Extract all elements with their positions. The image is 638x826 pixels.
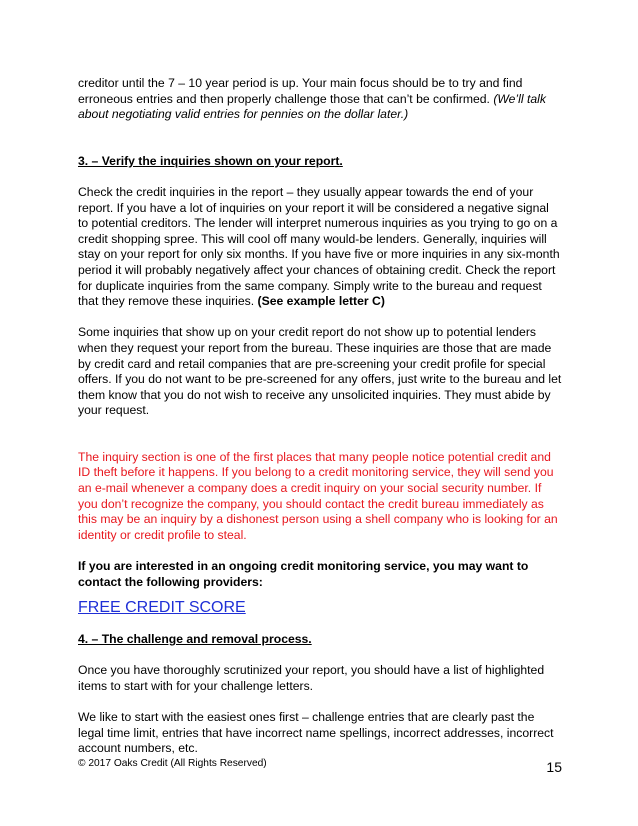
section-3-p1-text: Check the credit inquiries in the report – they usually appear towards the end of your report. If you have a lot of inquiries on your report it will be considered a negative signal to potential creditors. The lender will interpret numerous inquiries as you trying to go on a credit shopping spree. This will cool off many would-be lenders. Generally, inquiries will stay on your report for only six months. If you have five or more inquiries in any six-month period it will probably negatively affect your chances of obtaining credit. Check the report for duplicate inquiries from the same company. Simply write to the bureau and request that they remove these inquiries. bbox=[78, 184, 560, 309]
section-3-paragraph-1 bbox=[78, 185, 562, 310]
section-4-paragraph-2: We like to start with the easiest ones first – challenge entries that are clearly past the legal time limit, entries that have incorrect name spellings, incorrect addresses, incorrect account numbers, etc. bbox=[78, 710, 554, 756]
section-3-heading: 3. – Verify the inquiries shown on your report. bbox=[78, 153, 343, 168]
section-3-p1-bold: (See example letter C) bbox=[257, 294, 385, 309]
intro-paragraph bbox=[78, 76, 562, 123]
page-number: 15 bbox=[546, 759, 562, 775]
section-4-paragraph-1: Once you have thoroughly scrutinized your report, you should have a list of highlighted items to start with for your challenge letters. bbox=[78, 663, 545, 693]
section-3-monitoring-paragraph: If you are interested in an ongoing credit monitoring service, you may want to contact the following providers: bbox=[78, 559, 529, 589]
section-4-heading: 4. – The challenge and removal process. bbox=[78, 632, 312, 647]
section-3-warning-paragraph: The inquiry section is one of the first places that many people notice potential credit and ID theft before it happens. If you belong to a credit monitoring service, they will send you an e-mail whenever a company does a credit inquiry on your social security number. If you don’t recognize the company, you should contact the credit bureau immediately as this may be an inquiry by a dishonest person using a shell company who is looking for an identity or credit profile to steal. bbox=[78, 449, 558, 542]
intro-text: creditor until the 7 – 10 year period is up. Your main focus should be to try and find erroneous entries and then properly challenge those that can’t be confirmed. bbox=[78, 76, 523, 106]
free-credit-score-link[interactable]: FREE CREDIT SCORE bbox=[78, 599, 246, 617]
footer-copyright: © 2017 Oaks Credit (All Rights Reserved) bbox=[78, 758, 267, 769]
section-3-paragraph-2: Some inquiries that show up on your credit report do not show up to potential lenders when they request your report from the bureau. These inquiries are those that are made by credit card and retail companies that are pre-screening your credit profile for special offers. If you do not want to be pre-screened for any offers, just write to the bureau and let them know that you do not wish to receive any unsolicited inquiries. They must abide by your request. bbox=[78, 325, 562, 418]
page-content bbox=[78, 76, 562, 757]
intro-italic-note: (We’ll talk about negotiating valid entries for pennies on the dollar later.) bbox=[78, 91, 546, 122]
